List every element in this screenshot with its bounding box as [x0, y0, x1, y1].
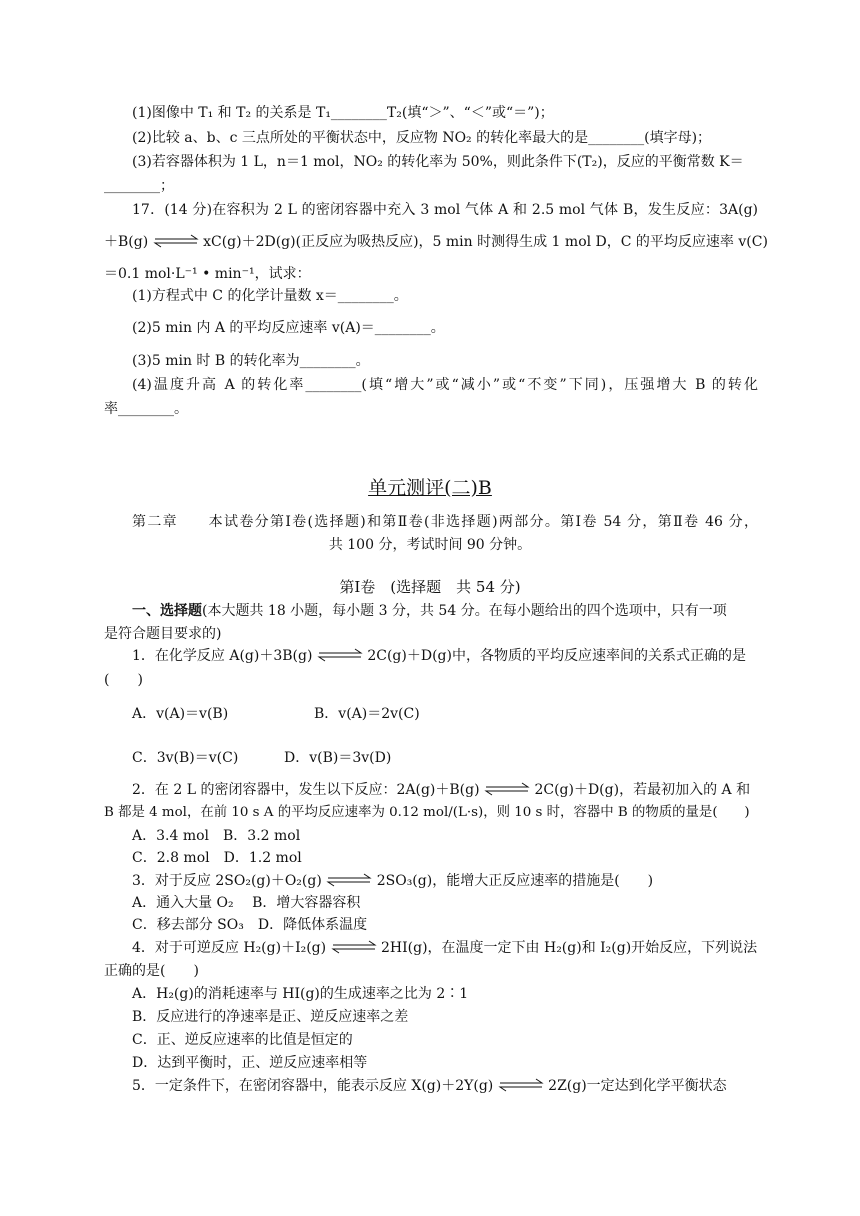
reversible-arrow-icon — [484, 782, 530, 796]
q1-options-cd — [132, 748, 758, 768]
q2-options-ab: A．3.4 mol B．3.2 mol — [132, 828, 301, 844]
q17-stem: 17．(14 分)在容积为 2 L 的密闭容器中充入 3 mol 气体 A 和 2.5 mol 气体 B，发生反应：3A(g) — [132, 202, 758, 218]
q4-option-a: A．H₂(g)的消耗速率与 HI(g)的生成速率之比为 2∶1 — [132, 986, 469, 1002]
q5-stem — [132, 1076, 758, 1096]
q1-options-ab — [132, 704, 758, 724]
section-heading: 一、选择题 — [132, 603, 202, 619]
q2-options-cd: C．2.8 mol D．1.2 mol — [132, 850, 302, 866]
q4-stem — [132, 938, 758, 958]
q2-stem-pre: 2．在 2 L 的密闭容器中，发生以下反应：2A(g)＋B(g) — [132, 782, 480, 798]
q1-stem-pre: 1．在化学反应 A(g)＋3B(g) — [132, 648, 313, 664]
q4-option-d: D．达到平衡时，正、逆反应速率相等 — [132, 1055, 368, 1071]
section-instructions-cont: 是符合题目要求的) — [104, 626, 222, 642]
unit-intro-cont: 共 100 分，考试时间 90 分钟。 — [328, 537, 532, 553]
q16-sub2: (2)比较 a、b、c 三点所处的平衡状态中，反应物 NO₂ 的转化率最大的是________(填字母)； — [132, 130, 712, 146]
section-intro — [132, 601, 758, 621]
q4-stem-post: 2HI(g)，在温度一定下由 H₂(g)和 I₂(g)开始反应，下列说法 — [381, 940, 758, 956]
q3-stem-post: 2SO₃(g)，能增大正反应速率的措施是( ) — [376, 873, 654, 889]
q16-sub1: (1)图像中 T₁ 和 T₂ 的关系是 T₁________T₂(填“＞”、“＜”或“＝”)； — [132, 105, 554, 121]
q3-stem — [132, 871, 758, 891]
q4-option-b: B．反应进行的净速率是正、逆反应速率之差 — [132, 1009, 409, 1025]
q4-stem-line2: 正确的是( ) — [104, 963, 199, 979]
section-instructions: (本大题共 18 小题，每小题 3 分，共 54 分。在每小题给出的四个选项中，只有一项 — [202, 603, 727, 619]
q16-sub3: (3)若容器体积为 1 L，n＝1 mol，NO₂ 的转化率为 50%，则此条件下(T₂)，反应的平衡常数 K＝ — [132, 154, 744, 170]
q17-stem-line2 — [104, 232, 768, 252]
q17-products: xC(g)＋2D(g)(正反应为吸热反应)，5 min 时测得生成 1 mol D，C 的平均反应速率 v(C) — [203, 234, 768, 250]
q1-paren: ( ) — [104, 672, 143, 688]
q2-stem-line2: B 都是 4 mol，在前 10 s A 的平均反应速率为 0.12 mol/(L·s)，则 10 s 时，容器中 B 的物质的量是( ) — [104, 805, 750, 820]
q1-option-c: C．3v(B)＝v(C) — [132, 750, 239, 766]
q1-option-b: B．v(A)＝2v(C) — [314, 706, 420, 722]
reversible-arrow-icon — [326, 873, 372, 887]
q2-stem-post: 2C(g)＋D(g)，若最初加入的 A 和 — [534, 782, 751, 798]
q2-stem — [132, 780, 758, 800]
q17-sub3: (3)5 min 时 B 的转化率为________。 — [132, 353, 370, 369]
q5-stem-post: 2Z(g)一定达到化学平衡状态 — [548, 1078, 727, 1094]
q17-sub2: (2)5 min 内 A 的平均反应速率 v(A)＝________。 — [132, 320, 445, 336]
unit-title: 单元测评(二)B — [368, 477, 492, 499]
q4-stem-pre: 4．对于可逆反应 H₂(g)＋I₂(g) — [132, 940, 327, 956]
unit-intro: 第二章 本试卷分第Ⅰ卷(选择题)和第Ⅱ卷(非选择题)两部分。第Ⅰ卷 54 分，第Ⅱ卷 46 分， — [132, 514, 758, 530]
q16-sub3-cont: ________； — [104, 178, 174, 194]
reversible-arrow-icon — [317, 648, 363, 662]
q1-stem-post: 2C(g)＋D(g)中，各物质的平均反应速率间的关系式正确的是 — [367, 648, 746, 664]
q17-reactants: ＋B(g) — [104, 234, 149, 250]
q17-sub1: (1)方程式中 C 的化学计量数 x＝________。 — [132, 288, 408, 304]
q5-stem-pre: 5．一定条件下，在密闭容器中，能表示反应 X(g)＋2Y(g) — [132, 1078, 494, 1094]
q17-stem-line3: ＝0.1 mol·L⁻¹ • min⁻¹，试求： — [104, 266, 311, 282]
part1-heading: 第Ⅰ卷 (选择题 共 54 分) — [339, 578, 521, 596]
q17-sub4-cont: 率________。 — [104, 401, 188, 417]
q1-stem — [132, 646, 758, 666]
q3-options-cd: C．移去部分 SO₃ D．降低体系温度 — [132, 917, 368, 933]
reversible-arrow-icon — [153, 234, 199, 248]
reversible-arrow-icon — [498, 1078, 544, 1092]
q17-sub4: (4)温度升高 A 的转化率________(填“增大”或“减小”或“不变”下同)，压强增大 B 的转化 — [132, 377, 758, 393]
q1-option-d: D．v(B)＝3v(D) — [284, 750, 392, 766]
q1-option-a: A．v(A)＝v(B) — [132, 706, 229, 722]
reversible-arrow-icon — [331, 940, 377, 954]
q4-option-c: C．正、逆反应速率的比值是恒定的 — [132, 1032, 353, 1048]
q3-stem-pre: 3．对于反应 2SO₂(g)＋O₂(g) — [132, 873, 322, 889]
q3-options-ab: A．通入大量 O₂ B．增大容器容积 — [132, 895, 361, 911]
